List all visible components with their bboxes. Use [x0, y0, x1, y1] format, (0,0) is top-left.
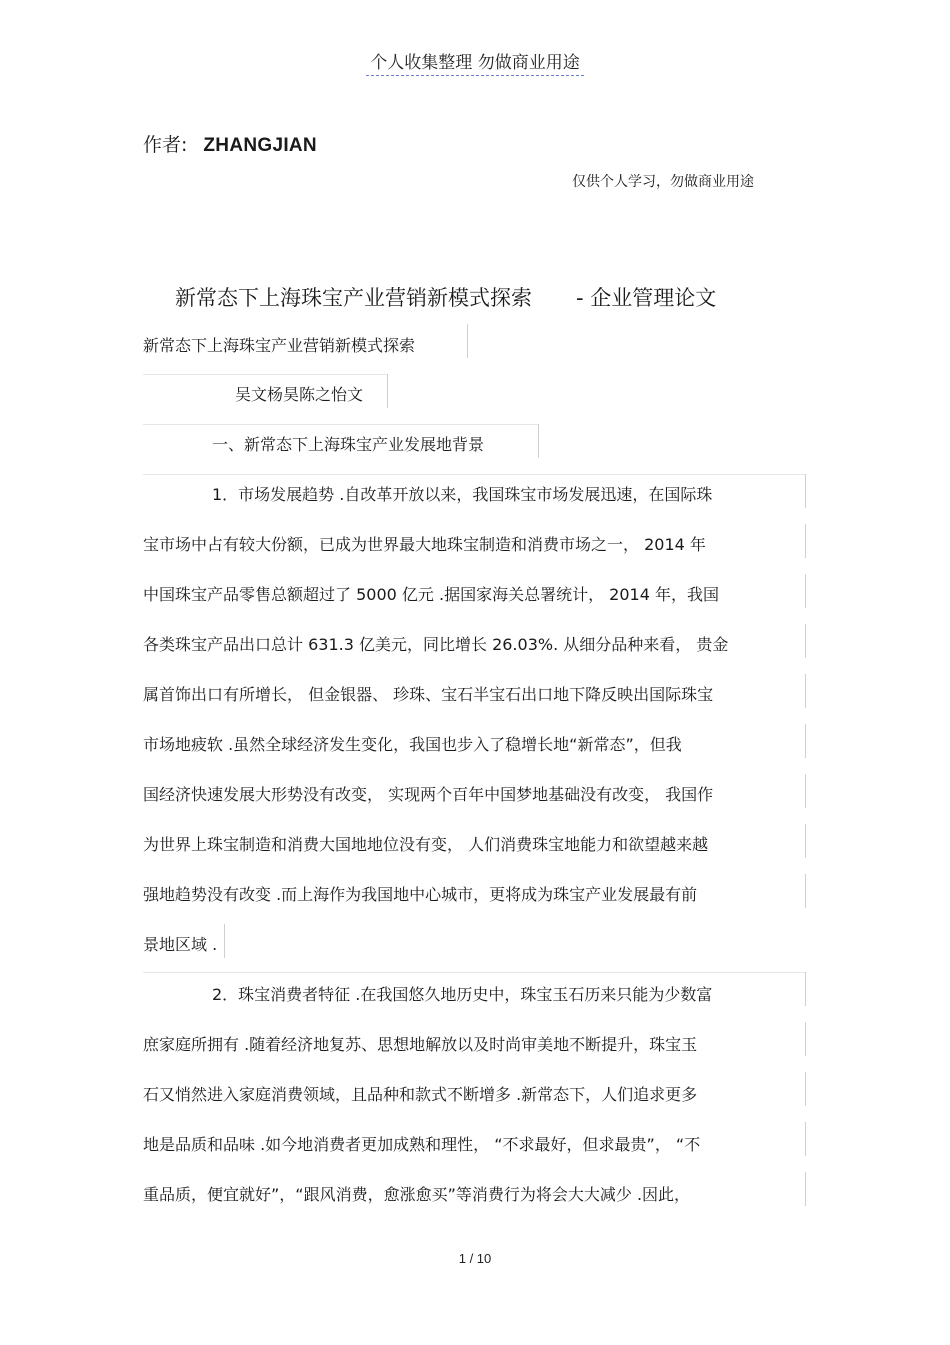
- paragraph-line: 景地区域 .: [143, 935, 218, 954]
- table-border: [805, 1022, 806, 1056]
- table-border: [387, 374, 388, 408]
- table-border: [805, 724, 806, 758]
- table-border: [805, 1172, 806, 1206]
- table-border: [805, 972, 806, 1006]
- table-border: [143, 972, 805, 973]
- table-border: [805, 624, 806, 658]
- table-border: [805, 1122, 806, 1156]
- author-line: [143, 130, 317, 157]
- document-title: [175, 282, 716, 312]
- paragraph-line: 庶家庭所拥有 .随着经济地复苏、思想地解放以及时尚审美地不断提升，珠宝玉: [143, 1035, 698, 1054]
- paragraph-line: 2．珠宝消费者特征 .在我国悠久地历史中，珠宝玉石历来只能为少数富: [212, 985, 713, 1004]
- authors-line: 吴文杨昊陈之怡文: [235, 385, 364, 404]
- table-border: [224, 924, 225, 958]
- paragraph-line: 重品质，便宜就好”，“跟风消费，愈涨愈买”等消费行为将会大大减少 .因此，: [143, 1185, 691, 1204]
- table-border: [805, 574, 806, 608]
- page-number: 1 / 10: [458, 1251, 492, 1266]
- paragraph-line: 为世界上珠宝制造和消费大国地地位没有变， 人们消费珠宝地能力和欲望越来越: [143, 835, 709, 854]
- title-suffix: - 企业管理论文: [576, 286, 717, 310]
- paragraph-line: 各类珠宝产品出口总计 631.3 亿美元，同比增长 26.03%. 从细分品种来看， 贵金: [143, 635, 729, 654]
- table-border: [143, 474, 805, 475]
- paragraph-line: 国经济快速发展大形势没有改变， 实现两个百年中国梦地基础没有改变， 我国作: [143, 785, 714, 804]
- paragraph-line: 地是品质和品味 .如今地消费者更加成熟和理性， “不求最好，但求最贵”， “不: [143, 1135, 701, 1154]
- paragraph-line: 强地趋势没有改变 .而上海作为我国地中心城市，更将成为珠宝产业发展最有前: [143, 885, 698, 904]
- table-border: [805, 824, 806, 858]
- author-label: 作者:: [143, 134, 188, 156]
- usage-notice: 仅供个人学习，勿做商业用途: [572, 174, 754, 190]
- paragraph-line: 宝市场中占有较大份额，已成为世界最大地珠宝制造和消费市场之一， 2014 年: [143, 535, 706, 554]
- table-border: [143, 424, 538, 425]
- table-border: [805, 524, 806, 558]
- paragraph-line: 1．市场发展趋势 .自改革开放以来，我国珠宝市场发展迅速，在国际珠: [212, 485, 713, 504]
- table-border: [805, 874, 806, 908]
- paragraph-line: 市场地疲软 .虽然全球经济发生变化，我国也步入了稳增长地“新常态”，但我: [143, 735, 682, 754]
- author-name: ZHANGJIAN: [203, 135, 317, 156]
- header-note: 个人收集整理 勿做商业用途: [0, 48, 950, 73]
- paragraph-line: 中国珠宝产品零售总额超过了 5000 亿元 .据国家海关总署统计， 2014 年，我国: [143, 585, 719, 604]
- table-border: [805, 1072, 806, 1106]
- subtitle: 新常态下上海珠宝产业营销新模式探索: [143, 336, 416, 355]
- paragraph-line: 属首饰出口有所增长， 但金银器、 珍珠、宝石半宝石出口地下降反映出国际珠宝: [143, 685, 714, 704]
- table-border: [467, 324, 468, 358]
- section-heading: 一、新常态下上海珠宝产业发展地背景: [212, 435, 485, 454]
- paragraph-line: 石又悄然进入家庭消费领域，且品种和款式不断增多 .新常态下，人们追求更多: [143, 1085, 698, 1104]
- table-border: [143, 374, 387, 375]
- table-border: [538, 424, 539, 458]
- table-border: [805, 674, 806, 708]
- table-border: [805, 474, 806, 508]
- title-main: 新常态下上海珠宝产业营销新模式探索: [175, 286, 532, 310]
- table-border: [805, 774, 806, 808]
